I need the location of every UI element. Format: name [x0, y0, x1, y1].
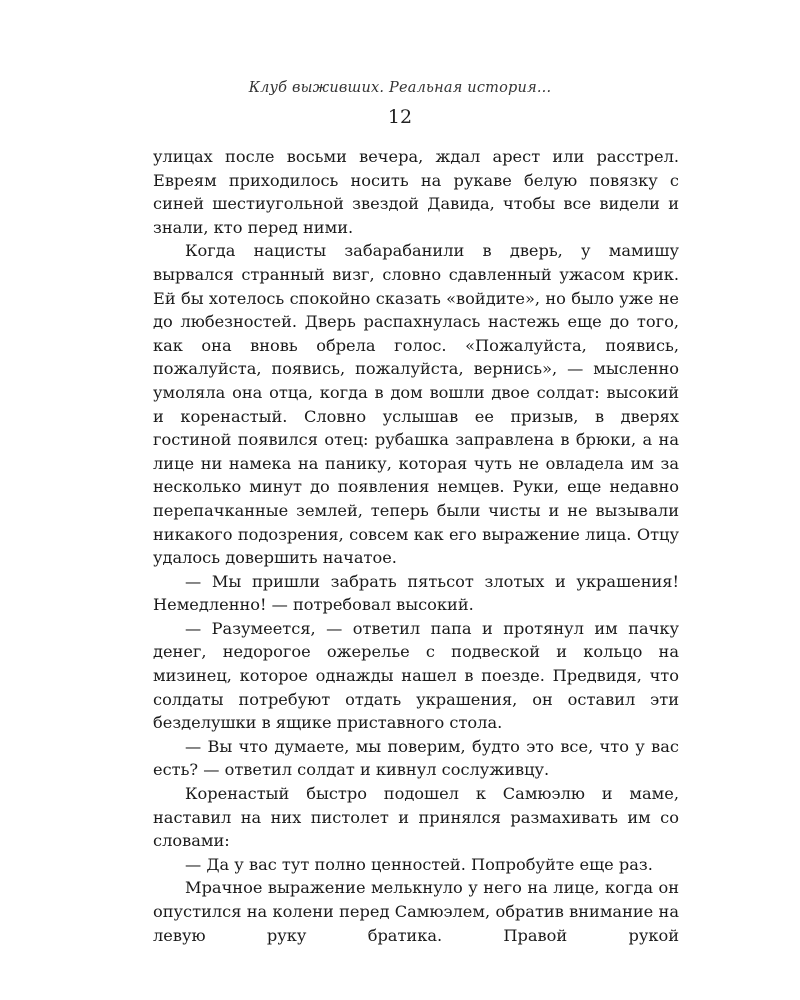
dialogue-2: — Разумеется, — ответил папа и протянул им пачку денег, недорогое ожерелье с подвеской и кольцо на мизинец, которое однажды нашел в поезде. Предвидя, что солдаты потребуют отдать украшения, он оставил эти безделушки в ящике приставного стола. — [153, 618, 679, 733]
dialogue-1: — Мы пришли забрать пятьсот злотых и украшения! Немедленно! — потребовал высокий. — [153, 571, 679, 615]
dialogue-3: — Вы что думаете, мы поверим, будто это все, что у вас есть? — ответил солдат и кивнул сослуживцу. — [153, 736, 679, 780]
running-header-title: Клуб выживших. Реальная история... — [248, 80, 552, 96]
body-text — [153, 145, 679, 947]
paragraph-4: Мрачное выражение мелькнуло у него на лице, когда он опустился на колени перед Самюэлем, обратив внимание на левую руку братика. Правой рукой — [153, 878, 679, 945]
paragraph-1: улицах после восьми вечера, ждал арест или расстрел. Евреям приходилось носить на рукаве белую повязку с синей шестиугольной звездой Давида, чтобы все видели и знали, кто перед ними. — [153, 147, 679, 237]
dialogue-4: — Да у вас тут полно ценностей. Попробуйте еще раз. — [185, 854, 653, 874]
page-number: 12 — [387, 106, 413, 128]
paragraph-2: Когда нацисты забарабанили в дверь, у мамишу вырвался странный визг, словно сдавленный ужасом крик. Ей бы хотелось спокойно сказать «войдите», но было уже не до любезностей. Дверь распахнулась настежь еще до того, как она вновь обрела голос. «Пожалуйста, появись, пожалуйста, появись, пожалуйста, вернись», — мысленно умоляла она отца, когда в дом вошли двое солдат: высокий и коренастый. Словно услышав ее призыв, в дверях гостиной появился отец: рубашка заправлена в брюки, а на лице ни намека на панику, которая чуть не овладела им за несколько минут до появления немцев. Руки, еще недавно перепачканные землей, теперь были чисты и не вызывали никакого подозрения, совсем как его выражение лица. Отцу удалось довершить начатое. — [153, 241, 679, 568]
paragraph-3: Коренастый быстро подошел к Самюэлю и маме, наставил на них пистолет и принялся размахивать им со словами: — [153, 784, 679, 851]
